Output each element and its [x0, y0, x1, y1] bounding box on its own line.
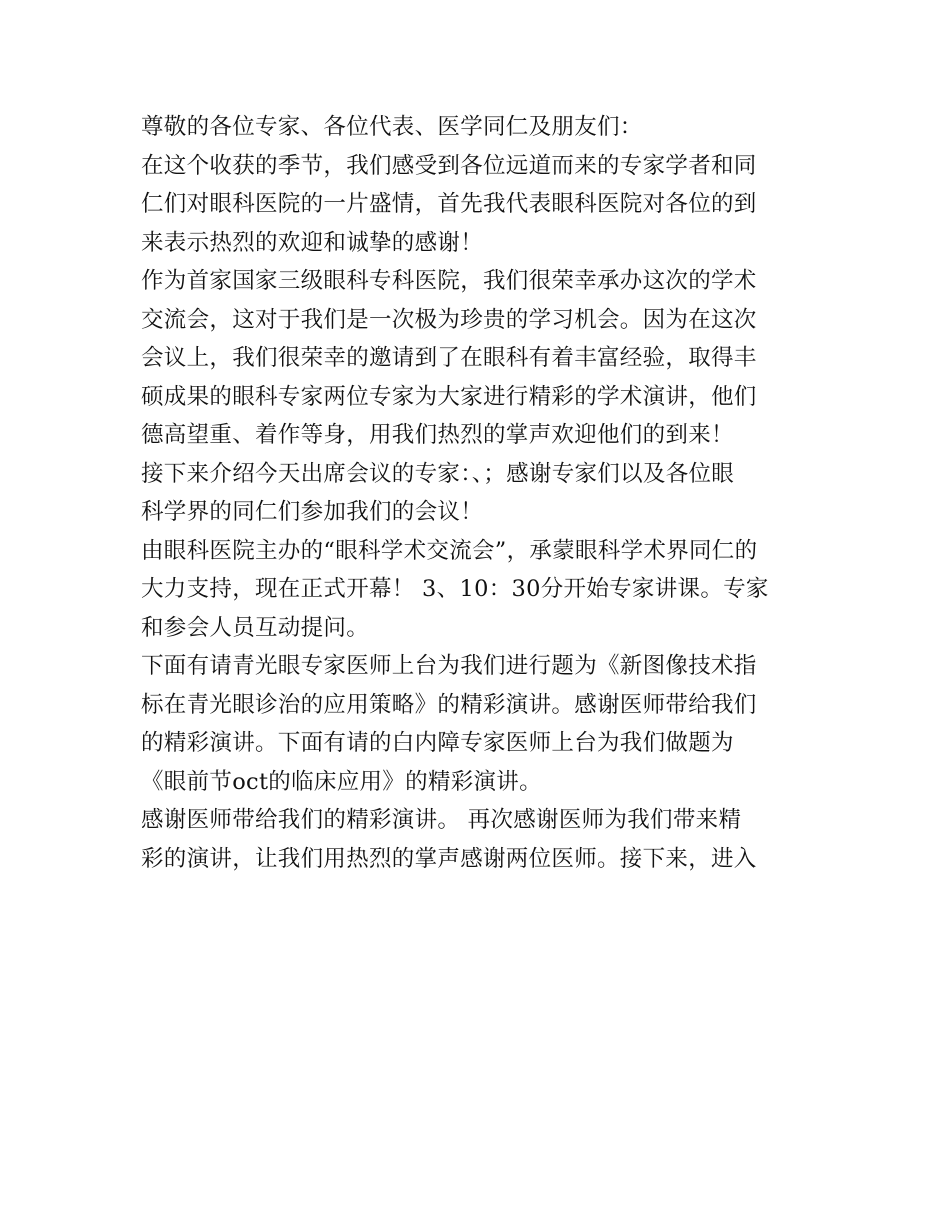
text-line-19: 感谢医师带给我们的精彩演讲。 再次感谢医师为我们带来精	[141, 807, 742, 833]
text-line-14: 和参会人员互动提问。	[141, 614, 370, 641]
text-line-15: 下面有请青光眼专家医师上台为我们进行题为《新图像技术指	[141, 653, 757, 679]
text-line-20: 彩的演讲，让我们用热烈的掌声感谢两位医师。接下来，进入	[141, 845, 757, 872]
text-line-8: 硕成果的眼科专家两位专家为大家进行精彩的学术演讲，他们	[141, 383, 757, 410]
document-body	[141, 108, 813, 878]
text-line-1: 尊敬的各位专家、各位代表、医学同仁及朋友们：	[141, 114, 643, 140]
text-line-4: 来表示热烈的欢迎和诚挚的感谢！	[141, 229, 484, 256]
text-line-17: 的精彩演讲。下面有请的白内障专家医师上台为我们做题为	[141, 730, 734, 756]
text-line-2: 在这个收获的季节，我们感受到各位远道而来的专家学者和同	[141, 152, 757, 179]
text-line-18: 《眼前节oct的临床应用》的精彩演讲。	[141, 768, 542, 795]
text-line-3: 仁们对眼科医院的一片盛情，首先我代表眼科医院对各位的到	[141, 191, 757, 217]
text-line-11: 科学界的同仁们参加我们的会议！	[141, 499, 484, 525]
text-line-13: 大力支持，现在正式开幕！ 3、10：30分开始专家讲课。专家	[141, 576, 769, 602]
text-line-6: 交流会，这对于我们是一次极为珍贵的学习机会。因为在这次	[141, 306, 757, 333]
text-line-10: 接下来介绍今天出席会议的专家：、；感谢专家们以及各位眼	[141, 460, 735, 487]
text-line-9: 德高望重、着作等身，用我们热烈的掌声欢迎他们的到来！	[141, 422, 734, 448]
text-line-16: 标在青光眼诊治的应用策略》的精彩演讲。感谢医师带给我们	[141, 691, 757, 718]
text-line-12: 由眼科医院主办的“眼科学术交流会”，承蒙眼科学术界同仁的	[141, 537, 758, 564]
text-line-7: 会议上，我们很荣幸的邀请到了在眼科有着丰富经验，取得丰	[141, 345, 757, 371]
text-line-5: 作为首家国家三级眼科专科医院，我们很荣幸承办这次的学术	[141, 268, 757, 294]
